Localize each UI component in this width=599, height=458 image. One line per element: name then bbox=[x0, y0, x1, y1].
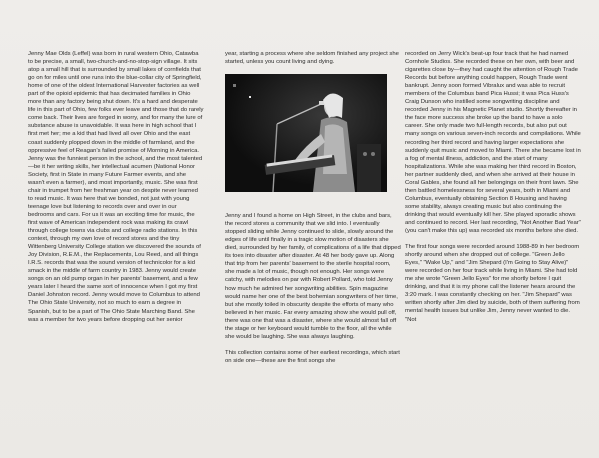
column-right-paragraph-2: The first four songs were recorded around 1988-89 in her bedroom shortly around when she dropped out of college. "Green Jello Eyes," "Wake Up," and "Jim Shepard (I'm Going to Stay Alive)" were recorded on her four track while living in Miami. She had told me she wrote "Green Jello Eyes" for me shortly before I quit drinking, and that it is my phone call the listener hears around the 3:20 mark. I was constantly checking on her. "Jim Shepard" was written shortly after Jim died by suicide, both of them suffering from mental health issues but unlike Jim, Jenny never wanted to die. "Not bbox=[405, 244, 580, 323]
column-left-paragraph-1: Jenny Mae Olds (Leffel) was born in rural western Ohio, Catawba to be precise, a small, two-church-and-no-stop-sign village. It sits atop a small hill that is surrounded by small lakes of cornfields that go on for miles until one runs into the blue-collar city of Springfield, home of one of the oldest International Harvester factories as well part of the opioid epidemic that has decimated families in Ohio more than any factory being shut down. It's a hard and desperate life in this part of Ohio, few folks ever leave and those that do rarely come back. Their lives are forged in worry, and for many the lure of substance abuse is unavoidable. It was here in high school that I first met her; me a kid that had lived all over Ohio and the east coast suddenly plopped down in the middle of farmland, and the oppressive feel of Reagan's failed promise of Morning in America. Jenny was the funniest person in the school, and the most talented—be it her writing skills, her intellectual acumen (National Honor Society, first in State in many Future Farmer events, and she wasn't even a farmer), and most importantly, music. She was first chair in trumpet from her freshman year on despite never learned to read music. It was here that we bonded, not just with young teenage love but listening to records over and over in our bedrooms and cars. For us it was an exciting time for music, the first wave of American independent rock was making its crawl through college towns via clubs and college radio stations. In this context, through my own love of record stores and the tiny Wittenberg University College station we discovered the sounds of Joy Division, R.E.M., the Replacements, Lou Reed, and all things I.R.S. records that was the sound version of technicolor for a kid smack in the middle of farm country in 1983. Jenny would create songs on an old pump organ in her parents' basement, and a few years later I heard the same sort of innocence when I got my first Daniel Johnston record. Jenny would move to Columbus to attend The Ohio State University, not so much to earn a degree in Spanish, but to be a part of The Ohio State Marching Band. She was a member for two years before dropping out her senior bbox=[28, 51, 204, 323]
performer-photo bbox=[225, 74, 387, 192]
column-middle-paragraph-1: Jenny and I found a home on High Street, in the clubs and bars, the record stores a community that we slid into. I eventually stopped sliding while Jenny continued to slide, slowly around the edges of life until finally in a tragic slow motion of disasters she died, surrounded by her family, of complications of a life that dipped its toes into disaster after disaster. At 48 her body gave up. Along that trip from her parents' basement to the sterile hospital room, she made a lot of music, though not enough. Her songs were catchy, with melodies on par with Robert Pollard, who told Jenny how much he admired her songwriting abilities. Spin magazine would name her one of the best bohemian songwriters of her time, but she mostly toiled in obscurity despite the efforts of many who believed in her music. Far every amazing show she would pull off, there was one that was a disaster, where she would almost fall off the stage or her keyboard would tumble to the floor, all the while she would be laughing. She was always laughing. bbox=[225, 213, 401, 340]
column-middle-paragraph-2: This collection contains some of her earliest recordings, which start on side one—these are the first songs she bbox=[225, 349, 400, 364]
column-right-paragraph-1: recorded on Jerry Wick's beat-up four track that he had named Cornhole Studios. She recorded these on her own, with beer and cigarettes close by—they had caught the attention of Rough Trade Records but before anything could happen, Rough Trade went bankrupt. Jenny soon formed Vibralux and was able to recruit members of the Columbus band Pica Hussi; it was Pica Huss's Craig Dunson who instilled some songwriting discipline and recorded Jenny in his Magnetic Planet studio. Shortly thereafter in the face more success she broke up the band to have a solo career. She only made two full-length records, but also put out many songs on various seven-inch records and compilations. While recording her third record and having larger expectations she suddenly quit music and moved to Miami. There she became lost in a fog of mental illness, addiction, and the start of many hospitalizations. While she was making her third record in Boston, her partner suddenly died, and when she arrived at their house in Coral Gables, she found all her belongings on their front lawn. She then battled homelessness for several years, both in Miami and Columbus, eventually obtaining Section 8 Housing and having some stability, always creating music but also continuing the drinking that would eventually kill her. She played sporadic shows and continued to record. Her last recording, "Not Another Bad Year" (you can't make this up) was recorded six months before she died. bbox=[405, 51, 581, 235]
column-middle-top-text: year, starting a process where she seldom finished any project she started, unless you count living and dying. bbox=[225, 51, 399, 66]
column-left bbox=[28, 50, 204, 332]
column-right bbox=[405, 50, 581, 332]
performer-photo-image bbox=[225, 74, 387, 192]
column-middle bbox=[225, 50, 401, 373]
